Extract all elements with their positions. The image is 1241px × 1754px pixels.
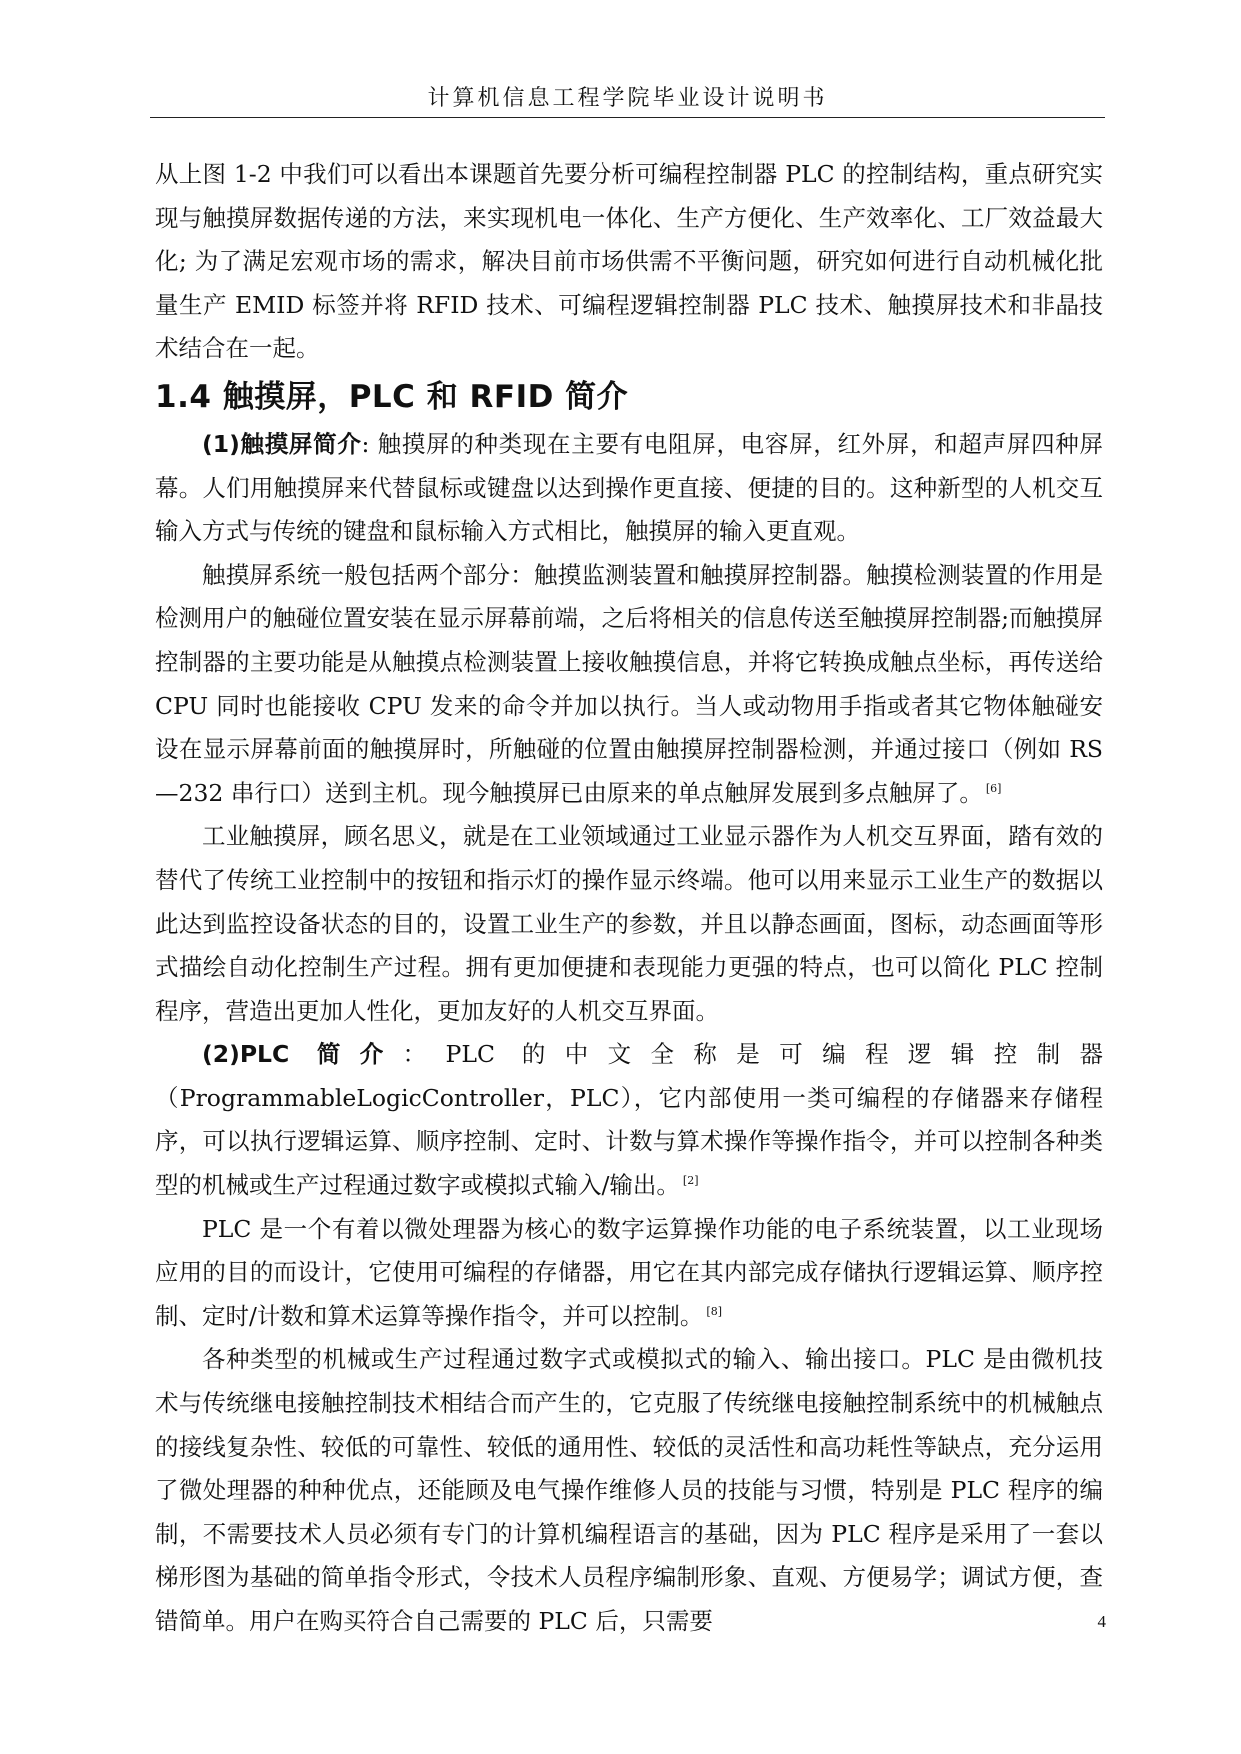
touchscreen-system-paragraph <box>155 554 1103 816</box>
page-number: 4 <box>1097 1612 1106 1631</box>
intro-paragraph: 从上图 1-2 中我们可以看出本课题首先要分析可编程控制器 PLC 的控制结构，重点研究实现与触摸屏数据传递的方法，来实现机电一体化、生产方便化、生产效率化、工厂效益最大化; 为了满足宏观市场的需求，解决目前市场供需不平衡问题，研究如何进行自动机械化批量生产 EMID 标签并将 RFID 技术、可编程逻辑控制器 PLC 技术、触摸屏技术和非晶技术结合在一起。 <box>155 160 1103 363</box>
plc-intro-paragraph <box>155 1033 1103 1207</box>
plc-intro-lead: (2)PLC 简介 <box>202 1040 403 1069</box>
touchscreen-system-text: 触摸屏系统一般包括两个部分：触摸监测装置和触摸屏控制器。触摸检测装置的作用是检测用户的触碰位置安装在显示屏幕前端，之后将相关的信息传送至触摸屏控制器;而触摸屏控制器的主要功能是从触摸点检测装置上接收触摸信息，并将它转换成触点坐标，再传送给 CPU 同时也能接收 CPU 发来的命令并加以执行。当人或动物用手指或者其它物体触碰安设在显示屏幕前面的触摸屏时，所触碰的位置由触摸屏控制器检测，并通过接口（例如 RS—232 串行口）送到主机。现今触摸屏已由原来的单点触屏发展到多点触屏了。 <box>155 560 1103 807</box>
plc-definition-paragraph <box>155 1208 1103 1339</box>
touchscreen-intro-text: : 触摸屏的种类现在主要有电阻屏，电容屏，红外屏，和超声屏四种屏幕。人们用触摸屏来代替鼠标或键盘以达到操作更直接、便捷的目的。这种新型的人机交互输入方式与传统的键盘和鼠标输入方式相比，触摸屏的输入更直观。 <box>155 429 1103 546</box>
plc-intro-text: ：PLC 的中文全称是可编程逻辑控制器（ProgrammableLogicController，PLC），它内部使用一类可编程的存储器来存储程序，可以执行逻辑运算、顺序控制、定时、计数与算术操作等操作指令，并可以控制各种类型的机械或生产过程通过数字或模拟式输入/输出。 <box>155 1040 1103 1200</box>
page-header: 计算机信息工程学院毕业设计说明书 <box>427 86 828 111</box>
industrial-touchscreen-paragraph: 工业触摸屏，顾名思义，就是在工业领域通过工业显示器作为人机交互界面，踏有效的替代了传统工业控制中的按钮和指示灯的操作显示终端。他可以用来显示工业生产的数据以此达到监控设备状态的目的，设置工业生产的参数，并且以静态画面，图标，动态画面等形式描绘自动化控制生产过程。拥有更加便捷和表现能力更强的特点，也可以简化 PLC 控制程序，营造出更加人性化，更加友好的人机交互界面。 <box>155 822 1103 1025</box>
plc-definition-text: PLC 是一个有着以微处理器为核心的数字运算操作功能的电子系统装置，以工业现场应用的目的而设计，它使用可编程的存储器，用它在其内部完成存储执行逻辑运算、顺序控制、定时/计数和算术运算等操作指令，并可以控制。 <box>155 1214 1103 1330</box>
header-divider <box>150 117 1105 118</box>
touchscreen-intro-lead: (1)触摸屏简介 <box>202 429 362 458</box>
touchscreen-intro-paragraph <box>155 423 1103 554</box>
document-body <box>155 153 1103 1644</box>
plc-advantages-paragraph: 各种类型的机械或生产过程通过数字式或模拟式的输入、输出接口。PLC 是由微机技术与传统继电接触控制技术相结合而产生的，它克服了传统继电接触控制系统中的机械触点的接线复杂性、较低的可靠性、较低的通用性、较低的灵活性和高功耗性等缺点，充分运用了微处理器的种种优点，还能顾及电气操作维修人员的技能与习惯，特别是 PLC 程序的编制，不需要技术人员必须有专门的计算机编程语言的基础，因为 PLC 程序是采用了一套以梯形图为基础的简单指令形式，令技术人员程序编制形象、直观、方便易学；调试方便，查错简单。用户在购买符合自己需要的 PLC 后，只需要 <box>155 1345 1103 1635</box>
citation-6: [6] <box>985 781 1002 795</box>
citation-2: [2] <box>682 1174 699 1188</box>
citation-8: [8] <box>706 1304 723 1318</box>
section-heading: 1.4 触摸屏，PLC 和 RFID 简介 <box>155 378 629 415</box>
